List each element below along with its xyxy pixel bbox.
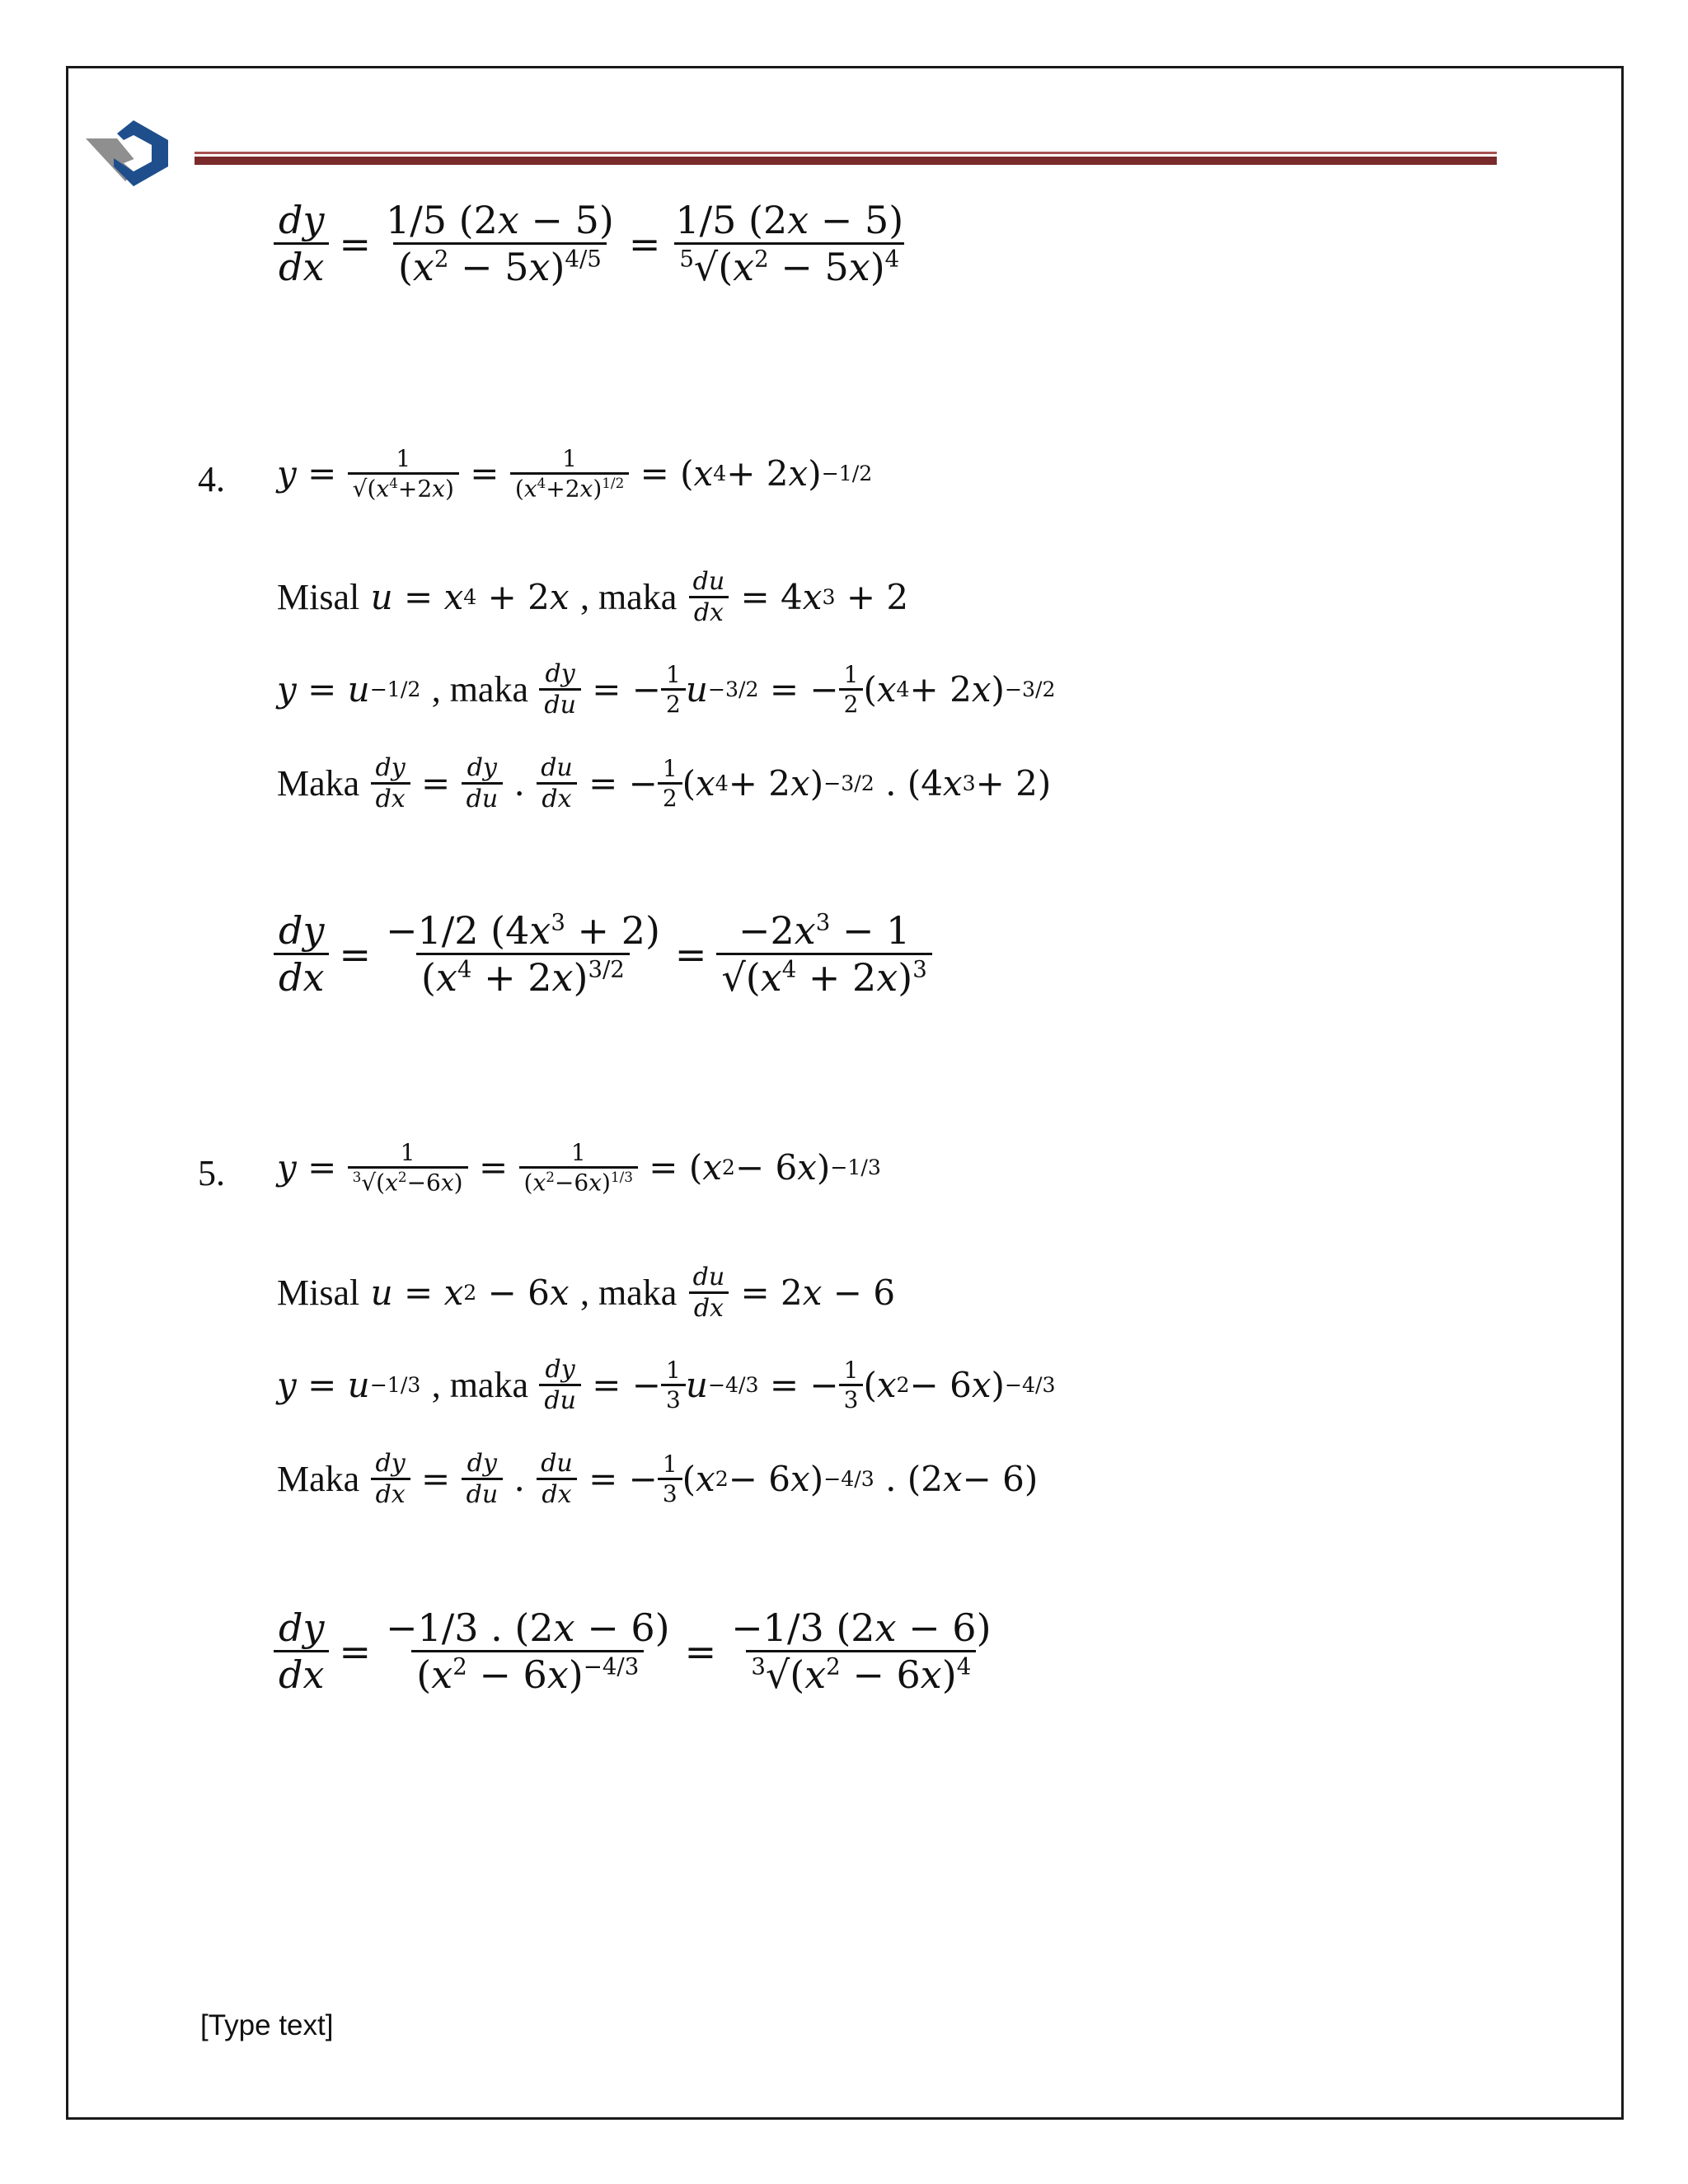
problem-4-result: $\frac{dy}{dx}$ = $\frac{-1/2 (4x^3 + 2)}{(x^4 + 2x)^{3/2}}$ = $\frac{-2x^3 - 1}{√(x^4 + 2x)^3}$ <box>274 908 932 1000</box>
problem-4-line1: y = $\frac{1}{√(x^4+2x)}$ = $\frac{1}{(x^4+2x)^{1/2}}$ = ( x 4 + 2 x ) −1/2 <box>277 445 873 503</box>
problem-5-line2: Misal u = x 2 − 6 x , maka $\frac{du}{dx}$ = 2 x − 6 <box>277 1263 896 1323</box>
chevron-shield-logo <box>86 115 191 190</box>
problem-5-line3: y = u −1/3 , maka $\frac{dy}{du}$ = − $\frac{1}{3}$ u −4/3 = − $\frac{1}{3}$ ( x 2 − 6 x ) −4/3 <box>277 1355 1056 1415</box>
header-rule <box>195 150 1497 166</box>
problem-4-number: 4. <box>198 459 225 499</box>
problem-5-line1: y = $\frac{1}{^3√(x^2-6x)}$ = $\frac{1}{(x^2-6x)^{1/3}}$ = ( x 2 − 6 x ) −1/3 <box>277 1139 881 1197</box>
problem-4-line4: Maka $\frac{dy}{dx}$ = $\frac{dy}{du}$ . $\frac{du}{dx}$ = − $\frac{1}{2}$ ( x 4 + 2 x ) −3/2 . (4 x 3 + 2) <box>277 753 1052 813</box>
problem-4-line3: y = u −1/2 , maka $\frac{dy}{du}$ = − $\frac{1}{2}$ u −3/2 = − $\frac{1}{2}$ ( x 4 + 2 x ) −3/2 <box>277 659 1056 719</box>
problem-5-line4: Maka $\frac{dy}{dx}$ = $\frac{dy}{du}$ . $\frac{du}{dx}$ = − $\frac{1}{3}$ ( x 2 − 6 x ) −4/3 . (2 x − 6) <box>277 1449 1039 1509</box>
page-border <box>66 66 1624 2120</box>
footer-placeholder-text: [Type text] <box>200 2009 334 2041</box>
problem-4-line2: Misal u = x 4 + 2 x , maka $\frac{du}{dx}$ = 4 x 3 + 2 <box>277 567 909 627</box>
problem-5-result: $\frac{dy}{dx}$ = $\frac{-1/3 . (2x - 6)}{(x^2 - 6x)^{-4/3}}$ = $\frac{-1/3 (2x - 6)}{^3√(x^2 - 6x)^4}$ <box>274 1605 996 1697</box>
equation-top: $\frac{dy}{dx}$ = $\frac{1/5 (2x - 5)}{(x^2 - 5x)^{4/5}}$ = $\frac{1/5 (2x - 5)}{^5√(x^2 - 5x)^4}$ <box>274 198 908 289</box>
problem-5-number: 5. <box>198 1153 225 1193</box>
